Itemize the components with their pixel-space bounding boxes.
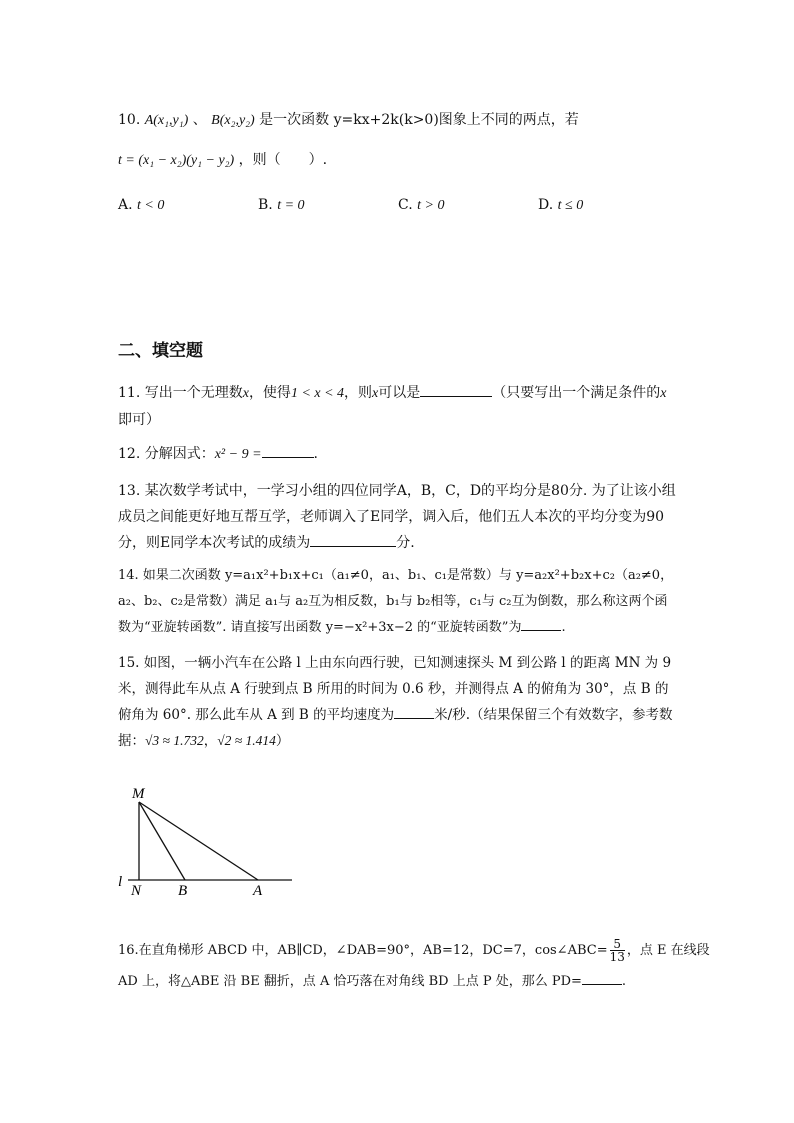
- q10-option-c: [398, 197, 444, 214]
- q13-text: 13. 某次数学考试中，一学习小组的四位同学A，B，C，D的平均分是80分. 为了让该小组成员之间能更好地互帮互学，老师调入了E同学，调入后，他们五人本次的平均分变为90分，则E同学本次考试的成绩为: [118, 483, 676, 551]
- q11-text-f: 即可）: [118, 412, 160, 428]
- q10-separator: 、: [192, 112, 207, 128]
- q13-answer-blank[interactable]: [310, 532, 396, 547]
- option-value: t > 0: [417, 198, 445, 213]
- q16-fraction: [610, 938, 625, 963]
- q10-expression: t = (x₁ − x₂)(y₁ − y₂): [118, 153, 235, 168]
- label-a: A: [253, 883, 263, 899]
- q12-tail: .: [313, 446, 318, 462]
- q15-text-mid: 米/秒.（结果保留三个有效数字，参考数据：: [118, 707, 673, 749]
- q10-tail: ，则（ ）.: [238, 152, 328, 168]
- q11-inequality: 1 < x < 4: [290, 386, 345, 401]
- label-n: N: [131, 883, 142, 899]
- q15-close: ）: [275, 733, 290, 749]
- q16-line2: [118, 970, 626, 992]
- q14-tail: .: [561, 620, 566, 635]
- q11-var: x: [372, 386, 379, 401]
- q16-tail: .: [621, 974, 627, 989]
- q14-answer-blank[interactable]: [521, 616, 561, 631]
- q14: [118, 563, 678, 641]
- q10-line2: [118, 150, 327, 171]
- segment-ma: [139, 802, 258, 880]
- q12-expression: x² − 9 =: [214, 447, 262, 462]
- q15: [118, 650, 678, 754]
- q10-option-d: [538, 197, 583, 214]
- q12-text: 12. 分解因式：: [118, 446, 215, 462]
- q15-answer-blank[interactable]: [394, 704, 434, 719]
- q13: [118, 478, 678, 556]
- q14-text: 14. 如果二次函数 y=a₁x²+b₁x+c₁（a₁≠0，a₁、b₁、c₁是常数）与 y=a₂x²+b₂x+c₂（a₂≠0，a₂、b₂、c₂是常数）满足 a₁与 a₂互为相反数，b₁与 b₂相等，c₁与 c₂互为倒数，那么称这两个函数为“亚旋转函数”. 请直接写出函数 y=−x²+3x−2 的“亚旋转函数”为: [118, 568, 674, 635]
- q11-text-a: 11. 写出一个无理数: [118, 385, 243, 401]
- q10-point-b: B(x₂,y₂): [211, 113, 255, 128]
- q10-point-a: A(x₁,y₁): [144, 113, 189, 128]
- option-value: t = 0: [277, 198, 305, 213]
- q10-number: 10.: [118, 112, 141, 128]
- label-b: B: [178, 883, 188, 899]
- q10-line1: [118, 110, 579, 131]
- q16-text-b: ，点 E 在线段: [626, 943, 710, 958]
- q11: [118, 380, 678, 433]
- q16-text-a: 16.在直角梯形 ABCD 中，AB∥CD，∠DAB=90°，AB=12，DC=7，cos∠ABC=: [118, 943, 608, 958]
- fraction-numerator: 5: [610, 938, 625, 951]
- q12-answer-blank[interactable]: [262, 443, 314, 458]
- section-title: 二、填空题: [118, 341, 203, 361]
- option-label: B.: [258, 197, 273, 213]
- q15-comma: ，: [203, 733, 218, 749]
- label-m: M: [132, 786, 145, 802]
- q15-figure: [110, 780, 310, 900]
- q11-text-b: ，使得: [248, 385, 291, 401]
- option-label: D.: [538, 197, 554, 213]
- q16-text-c: AD 上，将△ABE 沿 BE 翻折，点 A 恰巧落在对角线 BD 上点 P 处，那么 PD=: [118, 974, 582, 989]
- option-label: C.: [398, 197, 413, 213]
- q13-tail: 分.: [396, 535, 415, 551]
- q11-var: x: [660, 386, 667, 401]
- q10-option-b: [258, 197, 305, 214]
- option-value: t ≤ 0: [557, 198, 584, 213]
- q15-text: 15. 如图，一辆小汽车在公路 l 上由东向西行驶，已知测速探头 M 到公路 l 的距离 MN 为 9 米，测得此车从点 A 行驶到点 B 所用的时间为 0.6 秒，并测得点 A 的俯角为 30°，点 B 的俯角为 60°. 那么此车从 A 到 B 的平均速度为: [118, 655, 672, 723]
- q11-var: x: [242, 386, 249, 401]
- q12: [118, 443, 318, 465]
- option-value: t < 0: [137, 198, 165, 213]
- q11-answer-blank[interactable]: [420, 382, 492, 397]
- q16-answer-blank[interactable]: [582, 970, 622, 985]
- q15-reference-sqrt3: √3 ≈ 1.732: [145, 733, 204, 748]
- q11-text-c: ，则: [344, 385, 373, 401]
- q11-text-d: 可以是: [378, 385, 421, 401]
- q10-option-a: [118, 197, 164, 214]
- q15-reference-sqrt2: √2 ≈ 1.414: [217, 733, 276, 748]
- option-label: A.: [118, 197, 133, 213]
- q10-text: 是一次函数 y=kx+2k(k>0)图象上不同的两点，若: [259, 112, 579, 128]
- q16-line1: [118, 938, 710, 963]
- segment-mb: [139, 802, 185, 880]
- q11-text-e: （只要写出一个满足条件的: [492, 385, 661, 401]
- label-l: l: [118, 874, 123, 890]
- fraction-denominator: 13: [609, 950, 625, 964]
